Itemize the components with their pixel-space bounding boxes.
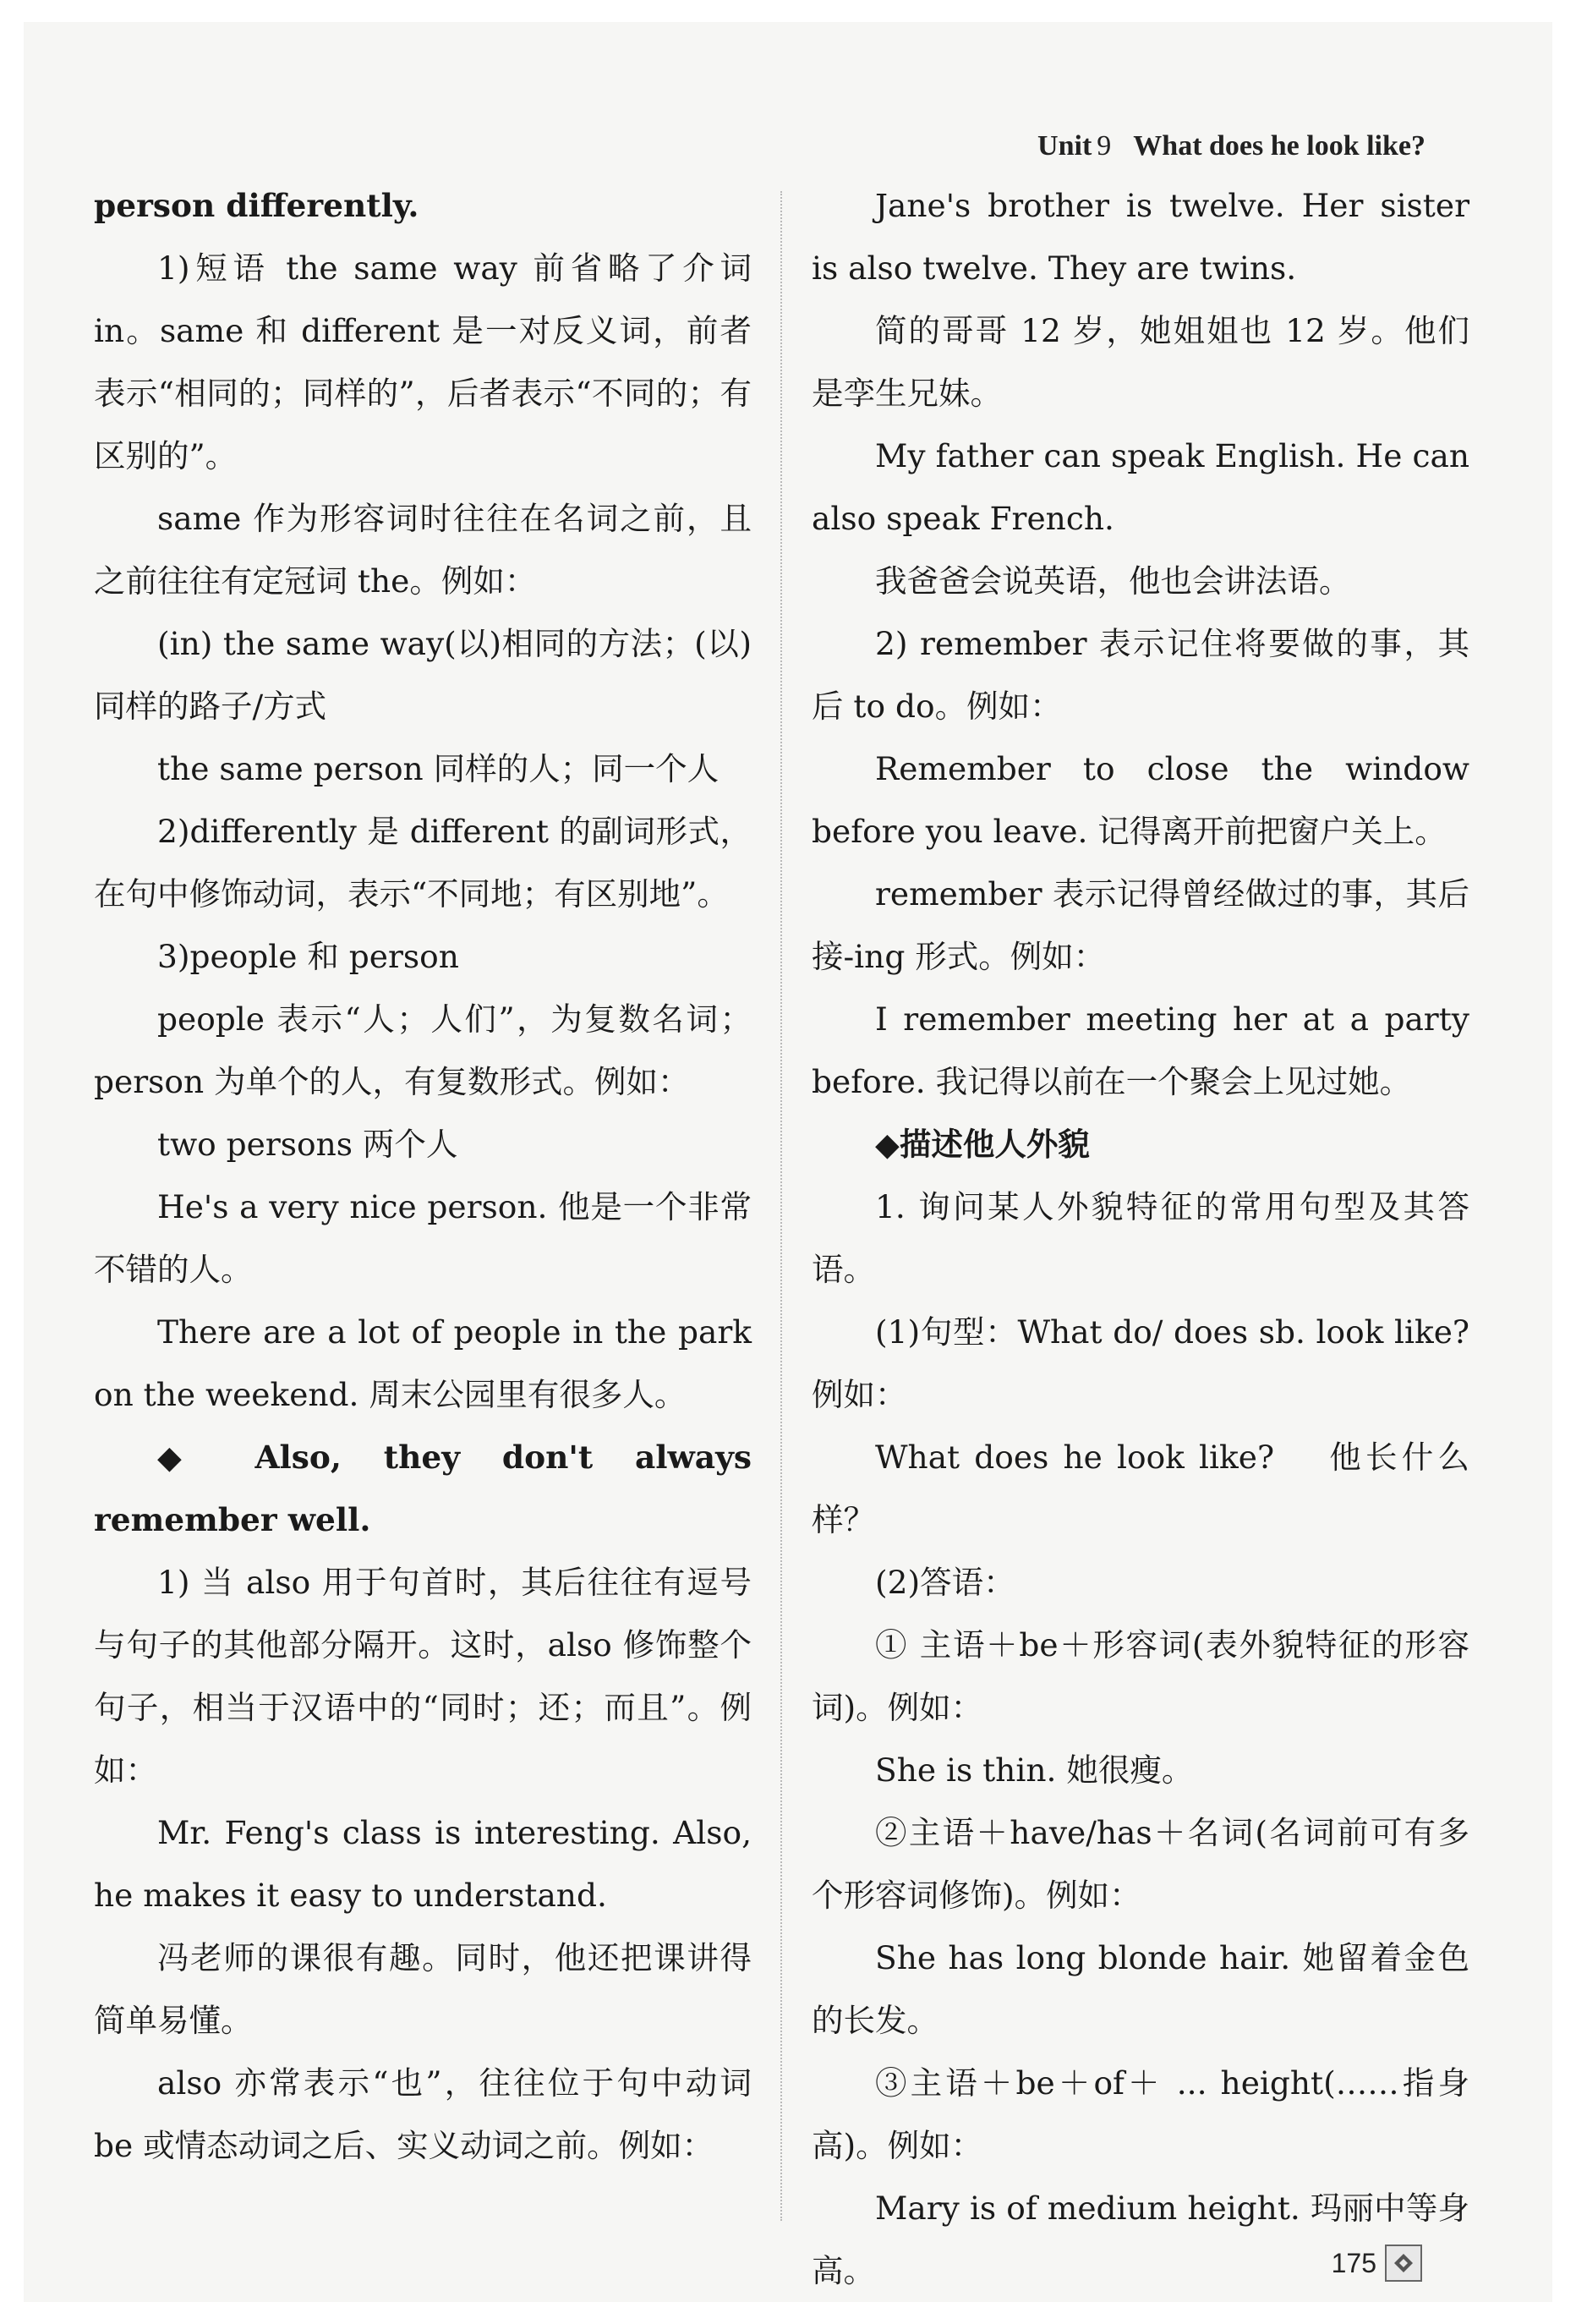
right-column-paragraph: ① 主语＋be＋形容词(表外貌特征的形容词)。例如： bbox=[812, 1626, 1469, 1726]
left-column-paragraph: 1) 当 also 用于句首时，其后往往有逗号与句子的其他部分隔开。这时，also 修饰整个句子，相当于汉语中的“同时；还；而且”。例如： bbox=[94, 1564, 752, 1789]
left-column-paragraph: 1)短语 the same way 前省略了介词 in。same 和 different 是一对反义词，前者表示“相同的；同样的”，后者表示“不同的；有区别的”。 bbox=[94, 249, 752, 474]
right-column-paragraph: (1)句型：What do/ does sb. look like? 例如： bbox=[812, 1313, 1469, 1413]
right-column-paragraph: Jane's brother is twelve. Her sister is also twelve. They are twins. bbox=[812, 187, 1469, 287]
right-column-paragraph: (2)答语： bbox=[875, 1564, 1015, 1601]
unit-title: What does he look like? bbox=[1133, 130, 1426, 162]
left-column-paragraph: two persons 两个人 bbox=[157, 1126, 458, 1163]
page-footer bbox=[1332, 2245, 1422, 2282]
left-column-paragraph: Mr. Feng's class is interesting. Also, he makes it easy to understand. bbox=[94, 1814, 752, 1914]
right-column-paragraph: I remember meeting her at a party before. 我记得以前在一个聚会上见过她。 bbox=[812, 1000, 1469, 1100]
unit-number: 9 bbox=[1097, 130, 1112, 162]
right-column-paragraph: Remember to close the window before you leave. 记得离开前把窗户关上。 bbox=[812, 750, 1469, 850]
column-divider bbox=[780, 191, 782, 2221]
left-column-paragraph: ◆ Also, they don't always remember well. bbox=[94, 1439, 752, 1538]
right-column-paragraph: 1. 询问某人外貌特征的常用句型及其答语。 bbox=[812, 1188, 1469, 1288]
left-column-paragraph: (in) the same way(以)相同的方法；(以)同样的路子/方式 bbox=[94, 625, 752, 725]
running-header bbox=[1037, 130, 1426, 162]
right-column-paragraph: She is thin. 她很瘦。 bbox=[875, 1751, 1194, 1789]
left-column bbox=[94, 174, 752, 2177]
textbook-page bbox=[24, 22, 1552, 2302]
right-column-paragraph: 简的哥哥 12 岁，她姐姐也 12 岁。他们是孪生兄妹。 bbox=[812, 312, 1469, 412]
left-column-paragraph: 2)differently 是 different 的副词形式，在句中修饰动词，表示“不同地；有区别地”。 bbox=[94, 813, 752, 913]
right-column bbox=[812, 174, 1469, 2302]
unit-label: Unit bbox=[1037, 130, 1092, 162]
right-column-paragraph: ◆描述他人外貌 bbox=[875, 1126, 1090, 1163]
right-column-paragraph: ③主语＋be＋of＋ ... height(……指身高)。例如： bbox=[812, 2064, 1469, 2164]
left-column-paragraph: people 表示“人；人们”，为复数名词；person 为单个的人，有复数形式。例如： bbox=[94, 1000, 752, 1100]
diamond-page-icon bbox=[1385, 2245, 1422, 2282]
right-column-paragraph: ②主语＋have/has＋名词(名词前可有多个形容词修饰)。例如： bbox=[812, 1814, 1469, 1914]
right-column-paragraph: 2) remember 表示记住将要做的事，其后 to do。例如： bbox=[812, 625, 1469, 725]
left-column-paragraph: 冯老师的课很有趣。同时，他还把课讲得简单易懂。 bbox=[94, 1939, 752, 2039]
right-column-paragraph: remember 表示记得曾经做过的事，其后接-ing 形式。例如： bbox=[812, 875, 1469, 975]
right-column-paragraph: Mary is of medium height. 玛丽中等身高。 bbox=[812, 2190, 1469, 2289]
left-column-paragraph: person differently. bbox=[94, 187, 419, 224]
left-column-paragraph: same 作为形容词时往往在名词之前，且之前往往有定冠词 the。例如： bbox=[94, 500, 752, 600]
left-column-paragraph: He's a very nice person. 他是一个非常不错的人。 bbox=[94, 1188, 752, 1288]
right-column-paragraph: She has long blonde hair. 她留着金色的长发。 bbox=[812, 1939, 1469, 2039]
right-column-paragraph: My father can speak English. He can also speak French. bbox=[812, 437, 1469, 537]
left-column-paragraph: There are a lot of people in the park on the weekend. 周末公园里有很多人。 bbox=[94, 1313, 752, 1413]
right-column-paragraph: 我爸爸会说英语，他也会讲法语。 bbox=[875, 562, 1351, 600]
page-number: 175 bbox=[1331, 2247, 1376, 2278]
right-column-paragraph: What does he look like? 他长什么样？ bbox=[812, 1439, 1469, 1538]
left-column-paragraph: 3)people 和 person bbox=[157, 938, 459, 975]
left-column-paragraph: also 亦常表示“也”，往往位于句中动词 be 或情态动词之后、实义动词之前。例如： bbox=[94, 2064, 752, 2164]
left-column-paragraph: the same person 同样的人；同一个人 bbox=[157, 750, 720, 787]
